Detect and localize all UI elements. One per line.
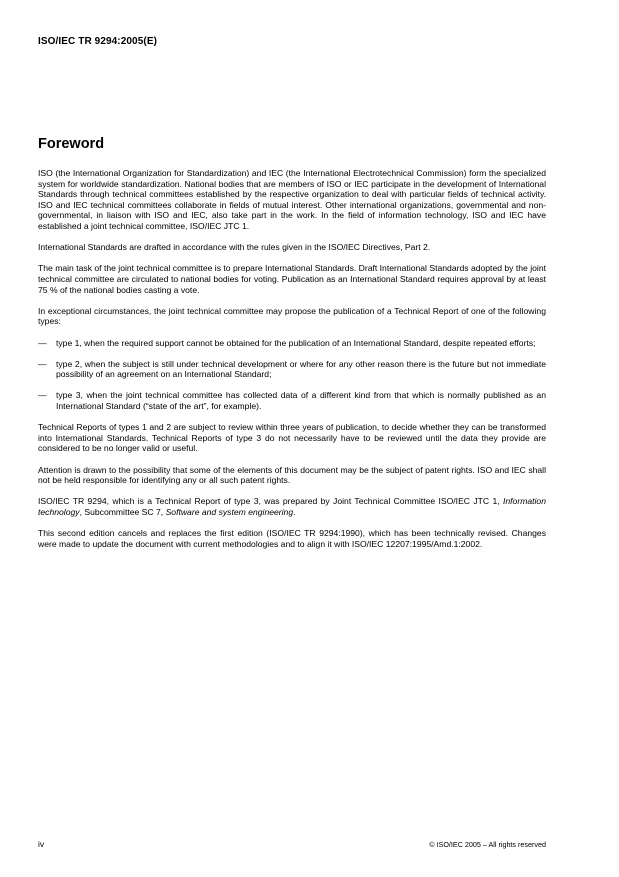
- list-item-text: type 1, when the required support cannot be obtained for the publication of an International Standard, despite repeated efforts;: [56, 337, 536, 348]
- section-heading-foreword: Foreword: [38, 136, 105, 152]
- subcommittee-name-italic: Software and system engineering: [165, 507, 294, 517]
- list-item-type-3: [38, 390, 546, 411]
- paragraph-review: Technical Reports of types 1 and 2 are subject to review within three years of publication, to decide whether they can be transformed into International Standards. Technical Reports of type 3 do not necessarily have to be reviewed until the data they provide are considered to be no longer valid or useful.: [38, 422, 546, 454]
- paragraph-main-task: The main task of the joint technical committee is to prepare International Standards. Draft International Standards adopted by the joint technical committee are circulated to national bodies for voting. Publication as an International Standard requires approval by at least 75 % of the national bodies casting a vote.: [38, 263, 546, 295]
- committee-name-italic: Information technology: [38, 496, 546, 517]
- paragraph-exceptional-circumstances: In exceptional circumstances, the joint technical committee may propose the publication of a Technical Report of one of the following types:: [38, 305, 546, 327]
- footer-page-number: iv: [38, 839, 45, 849]
- paragraph-directives: International Standards are drafted in accordance with the rules given in the ISO/IEC Directives, Part 2.: [38, 242, 431, 253]
- prepared-by-text-3: .: [293, 507, 296, 517]
- paragraph-patent-rights: Attention is drawn to the possibility that some of the elements of this document may be the subject of patent rights. ISO and IEC shall not be held responsible for identifying any or all such patent rights.: [38, 464, 546, 486]
- list-item-type-2: [38, 359, 546, 380]
- paragraph-second-edition: This second edition cancels and replaces the first edition (ISO/IEC TR 9294:1990), which has been technically revised. Changes were made to update the document with current methodologies and to align it with ISO/IEC 12207:1995/Amd.1:2002.: [38, 528, 546, 549]
- list-dash: —: [38, 337, 47, 348]
- list-dash: —: [38, 358, 47, 369]
- prepared-by-text-2: , Subcommittee SC 7,: [79, 507, 166, 517]
- list-item-text: type 2, when the subject is still under technical development or where for any other reason there is the future but not immediate possibility of an agreement on an International Standard;: [56, 358, 546, 380]
- document-id-header: ISO/IEC TR 9294:2005(E): [38, 36, 158, 47]
- foreword-body: [38, 168, 546, 560]
- list-item-text: type 3, when the joint technical committee has collected data of a different kind from that which is normally published as an International Standard (“state of the art”, for example).: [56, 390, 546, 412]
- list-dash: —: [38, 390, 47, 401]
- list-item-type-1: [38, 338, 546, 349]
- paragraph-prepared-by: [38, 496, 546, 517]
- paragraph-organizations: ISO (the International Organization for Standardization) and IEC (the International Electrotechnical Commission) form the specialized system for worldwide standardization. National bodies that are members of ISO or IEC participate in the development of International Standards through technical committees established by the respective organization to deal with particular fields of technical activity. ISO and IEC technical committees collaborate in fields of mutual interest. Other international organizations, governmental and non-governmental, in liaison with ISO and IEC, also take part in the work. In the field of information technology, ISO and IEC have established a joint technical committee, ISO/IEC JTC 1.: [38, 168, 546, 231]
- footer-copyright: © ISO/IEC 2005 – All rights reserved: [429, 840, 546, 849]
- prepared-by-text-1: ISO/IEC TR 9294, which is a Technical Report of type 3, was prepared by Joint Technical Committee ISO/IEC JTC 1,: [38, 496, 503, 507]
- report-types-list: [38, 338, 546, 412]
